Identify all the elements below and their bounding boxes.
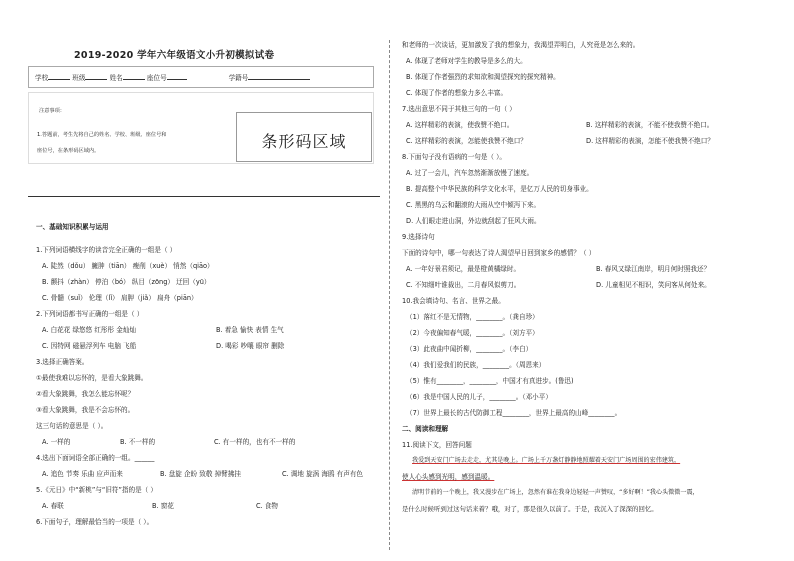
info-box bbox=[28, 66, 374, 88]
passage-line-1: 我爱到天安门广场去走走，尤其是晚上。广场上千万盏灯静静地照耀着天安门广场周围的宏伟建筑， bbox=[412, 457, 681, 464]
q9-heading: 9.选择诗句 bbox=[402, 233, 435, 241]
q1-option-b: B. 颤抖（zhàn） 停泊（bó） 纵目（zōng） 迂回（yū） bbox=[42, 278, 211, 286]
barcode-area bbox=[236, 112, 372, 162]
field-school: 学校 bbox=[35, 74, 49, 82]
q9-option-b: B. 春风又绿江南岸，明月何时照我还？ bbox=[596, 265, 711, 273]
q7-stem: 7.选出意思不同于其他三句的一句（ ） bbox=[402, 105, 516, 113]
q5-option-c: C. 食物 bbox=[256, 502, 278, 510]
q2-option-b: B. 着急 愉快 表情 生气 bbox=[216, 326, 284, 334]
field-student-id: 学籍号 bbox=[228, 74, 249, 82]
q6-option-a: A. 体现了老师对学生的教导是多么的大。 bbox=[406, 57, 527, 65]
q7-option-b: B. 这样精彩的表演，不能不使我赞不绝口。 bbox=[586, 121, 714, 129]
q1-option-a: A. 陡然（dǒu） 臃肿（tiān） 瘦削（xuè） 悄然（qiāo） bbox=[42, 262, 214, 270]
q8-option-b: B. 提高整个中华民族的科学文化水平，是亿万人民的切身事业。 bbox=[406, 185, 593, 193]
q6-option-b: B. 体现了作者强烈的求知欲和渴望探究的探究精神。 bbox=[406, 73, 560, 81]
field-seat: 座位号 bbox=[146, 74, 167, 82]
barcode-label: 条形码区域 bbox=[261, 132, 347, 151]
passage-line-4: 是什么时候听到过这句话来着？哦，对了，那是很久以前了。于是，我沉入了深深的回忆。 bbox=[402, 505, 658, 513]
q2-option-c: C. 因特网 磁悬浮列车 电脑 飞船 bbox=[42, 342, 137, 350]
q4-stem: 4.选出下面词语全部正确的一组。______ bbox=[36, 454, 155, 462]
notice-line-1: 1.答题前，考生先将自己的姓名、学校、班级、座位号和 bbox=[37, 132, 167, 138]
q3-sentence-3: ③看大象跳舞，我是不会忘怀的。 bbox=[36, 406, 135, 414]
q10-item-4: （4）我们爱我们的民族，________。（周恩来） bbox=[406, 361, 546, 369]
q1-option-c: C. 骨髓（suǐ） 伦理（lǐ） 肩胛（jiǎ） 扁舟（piān） bbox=[42, 294, 198, 302]
q5-option-a: A. 春联 bbox=[42, 502, 64, 510]
q5-option-b: B. 窗花 bbox=[152, 502, 174, 510]
field-class: 班级 bbox=[72, 74, 86, 82]
q11-stem: 11.阅读下文，回答问题 bbox=[402, 441, 472, 449]
q10-item-5: （5）惟有________，________，中国才有真进步。(鲁迅) bbox=[406, 377, 574, 385]
q7-option-d: D. 这样精彩的表演，怎能不使我赞不绝口？ bbox=[586, 137, 714, 145]
q8-stem: 8.下面句子没有语病的一句是（ ）。 bbox=[402, 153, 506, 161]
q10-item-3: （3）此夜曲中闻折柳，________。（李白） bbox=[406, 345, 533, 353]
passage-line-3: 清明节前的一个晚上，我又漫步在广场上，忽然有谁在我身边轻轻一声赞叹，“多好啊！”我心头微微一震， bbox=[412, 489, 699, 496]
q8-option-d: D. 人们眼走进山洞，外边就刮起了狂风大雨。 bbox=[406, 217, 541, 225]
q10-item-7: （7）世界上最长的古代防御工程________，世界上最高的山峰________。 bbox=[406, 409, 622, 417]
notice-title: 注意事项： bbox=[39, 108, 65, 114]
q3-option-b: B. 不一样的 bbox=[120, 438, 156, 446]
q4-option-c: C. 调地 旋涡 海鸥 有声有色 bbox=[282, 470, 364, 478]
section-2-heading: 二、阅读和理解 bbox=[402, 425, 449, 433]
q3-option-a: A. 一样的 bbox=[42, 438, 71, 446]
q1-stem: 1.下列词语横线字的读音完全正确的一组是（ ） bbox=[36, 246, 177, 254]
q9-stem: 下面的诗句中，哪一句表达了诗人渴望早日回到家乡的感情？（ ） bbox=[402, 249, 596, 257]
q10-item-6: （6）我是中国人民的儿子，________。（邓小平） bbox=[406, 393, 552, 401]
q10-stem: 10.我会填诗句、名言、世界之最。 bbox=[402, 297, 505, 305]
q3-sentence-1: ①最使我难以忘怀的，是看大象跳舞。 bbox=[36, 374, 148, 382]
q2-stem: 2.下列词语都书写正确的一组是（ ） bbox=[36, 310, 144, 318]
q8-option-a: A. 过了一会儿，汽车忽然渐渐放慢了速度。 bbox=[406, 169, 534, 177]
q10-item-1: （1）落红不是无情物，________。（龚自珍） bbox=[406, 313, 539, 321]
q2-option-d: D. 喝彩 吵嚷 眼帘 删除 bbox=[216, 342, 285, 350]
exam-title: 2019-2020 学年六年级语文小升初模拟试卷 bbox=[74, 50, 275, 61]
info-fields bbox=[35, 72, 310, 83]
q3-prompt: 这三句话的意思是（ ）。 bbox=[36, 422, 108, 430]
q6-passage: 和老师的一次谈话，更加激发了我的想象力，我渴望弄明白，人究竟是怎么来的。 bbox=[402, 41, 640, 49]
q7-option-a: A. 这样精彩的表演，使我赞不绝口。 bbox=[406, 121, 514, 129]
q9-option-d: D. 儿童相见不相识，笑问客从何处来。 bbox=[596, 281, 711, 289]
q2-option-a: A. 白花花 绿悠悠 红彤彤 金灿灿 bbox=[42, 326, 136, 334]
column-divider bbox=[389, 40, 390, 550]
q3-stem: 3.选择正确答案。 bbox=[36, 358, 89, 366]
q4-option-b: B. 盘旋 企盼 致敬 掉臂拂挂 bbox=[160, 470, 241, 478]
header-separator bbox=[28, 196, 380, 197]
q9-option-c: C. 不知细叶谁裁出，二月春风似剪刀。 bbox=[406, 281, 521, 289]
passage-line-2: 使人心头感到光明，感到温暖。 bbox=[402, 473, 495, 481]
q4-option-a: A. 追色 节奏 乐曲 应声而来 bbox=[42, 470, 123, 478]
q8-option-c: C. 黑黑的乌云和翻滚的大雨从空中倾泻下来。 bbox=[406, 201, 541, 209]
section-1-heading: 一、基础知识积累与运用 bbox=[36, 223, 109, 231]
q3-sentence-2: ②看大象跳舞，我怎么能忘怀呢？ bbox=[36, 390, 135, 398]
q9-option-a: A. 一年好景君须记，最是橙黄橘绿时。 bbox=[406, 265, 521, 273]
field-name: 姓名 bbox=[109, 74, 123, 82]
notice-line-2: 座位号，在条形码区域内。 bbox=[37, 148, 100, 154]
q6-option-c: C. 体现了作者的想象力多么丰富。 bbox=[406, 89, 508, 97]
q6-stem: 6.下面句子，理解最恰当的一项是（ ）。 bbox=[36, 518, 154, 526]
q7-option-c: C. 这样精彩的表演，怎能使我赞不绝口？ bbox=[406, 137, 527, 145]
q10-item-2: （2）今夜偏知春气暖，________。（刘方平） bbox=[406, 329, 539, 337]
q3-option-c: C. 有一样的，也有不一样的 bbox=[214, 438, 296, 446]
q5-stem: 5.《元日》中“新桃”与“旧符”指的是（ ） bbox=[36, 486, 157, 494]
